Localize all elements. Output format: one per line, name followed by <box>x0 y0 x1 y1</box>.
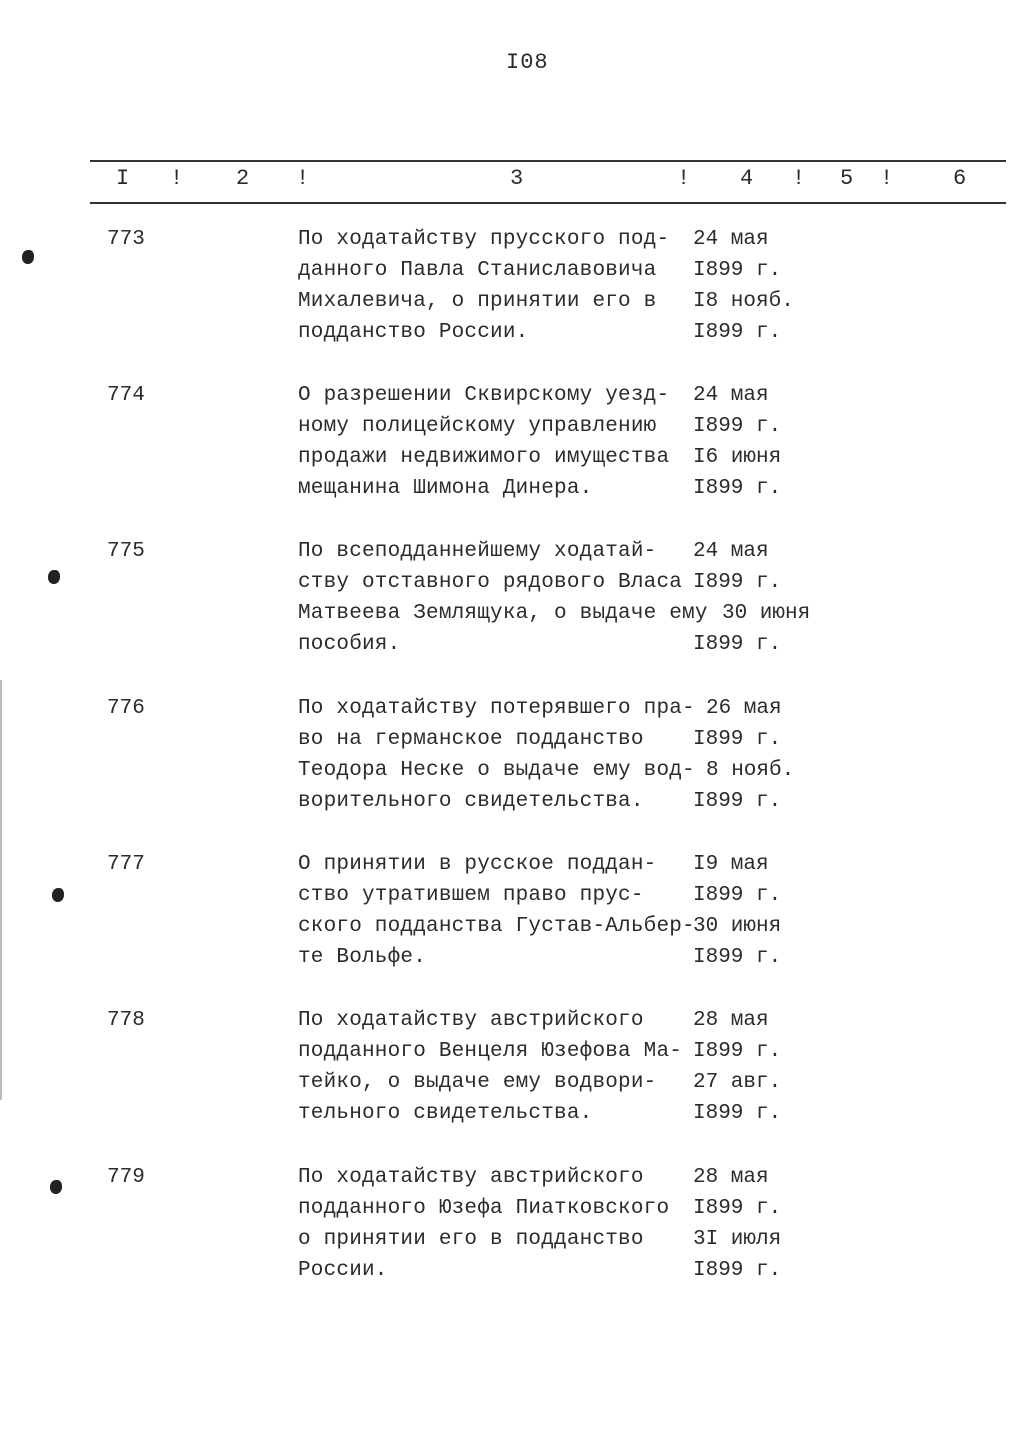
record-date-line: 26 мая <box>706 697 782 720</box>
record-description-line: Теодора Неске о выдаче ему вод- <box>298 759 695 782</box>
header-top-rule <box>90 160 1006 162</box>
table-row <box>0 540 1024 670</box>
punch-hole-mark <box>50 1180 62 1194</box>
record-number: 779 <box>107 1166 145 1189</box>
record-date-line: I899 г. <box>693 259 782 282</box>
record-date-line: I899 г. <box>693 1197 782 1220</box>
record-date-line: I899 г. <box>693 946 782 969</box>
record-description-line: данного Павла Станиславовича <box>298 259 657 282</box>
punch-hole-mark <box>52 888 64 902</box>
record-description-line: ворительного свидетельства. <box>298 790 644 813</box>
record-number: 778 <box>107 1009 145 1032</box>
record-date-line: I899 г. <box>693 884 782 907</box>
record-description-line: подданного Юзефа Пиатковского <box>298 1197 670 1220</box>
record-date-line: 24 мая <box>693 384 769 407</box>
record-date-line: I899 г. <box>693 477 782 500</box>
column-separator: ! <box>792 166 806 191</box>
record-date-line: I899 г. <box>693 1259 782 1282</box>
record-date-line: 27 авг. <box>693 1071 782 1094</box>
column-2-header: 2 <box>236 166 250 191</box>
record-description-line: подданного Венцеля Юзефова Ма- <box>298 1040 683 1063</box>
column-1-header: I <box>116 166 130 191</box>
record-description-line: О разрешении Сквирскому уезд- <box>298 384 670 407</box>
record-description-line: По ходатайству австрийского <box>298 1166 644 1189</box>
table-row <box>0 384 1024 514</box>
table-row <box>0 228 1024 358</box>
record-description-line: ному полицейскому управлению <box>298 415 657 438</box>
record-date-line: I9 мая <box>693 853 769 876</box>
record-date-line: 8 нояб. <box>706 759 795 782</box>
record-description-line: По ходатайству прусского под- <box>298 228 670 251</box>
record-description-line: ству отставного рядового Власа <box>298 571 683 594</box>
record-number: 776 <box>107 697 145 720</box>
table-row <box>0 1166 1024 1296</box>
page-number: I08 <box>506 50 549 75</box>
column-separator: ! <box>170 166 184 191</box>
record-number: 777 <box>107 853 145 876</box>
column-5-header: 5 <box>840 166 854 191</box>
record-date-line: 28 мая <box>693 1009 769 1032</box>
record-number: 774 <box>107 384 145 407</box>
punch-hole-mark <box>22 250 34 264</box>
record-description-line: ского подданства Густав-Альбер- <box>298 915 695 938</box>
record-description-line: По ходатайству потерявшего пра- <box>298 697 695 720</box>
record-description-line: во на германское подданство <box>298 728 644 751</box>
header-bottom-rule <box>90 202 1006 204</box>
record-date-line: I899 г. <box>693 633 782 656</box>
record-date-line: I899 г. <box>693 415 782 438</box>
column-4-header: 4 <box>740 166 754 191</box>
record-number: 773 <box>107 228 145 251</box>
record-description-line: продажи недвижимого имущества <box>298 446 670 469</box>
record-description-line: мещанина Шимона Динера. <box>298 477 593 500</box>
record-date-line: 28 мая <box>693 1166 769 1189</box>
record-date-line: 24 мая <box>693 228 769 251</box>
record-description-line: Матвеева Землящука, о выдаче ему <box>298 602 708 625</box>
record-description-line: о принятии его в подданство <box>298 1228 644 1251</box>
page-edge-shadow <box>0 680 2 1100</box>
record-date-line: I899 г. <box>693 1102 782 1125</box>
record-description-line: тельного свидетельства. <box>298 1102 593 1125</box>
record-description-line: России. <box>298 1259 388 1282</box>
record-description-line: пособия. <box>298 633 401 656</box>
record-description-line: ство утратившем право прус- <box>298 884 644 907</box>
record-date-line: I8 нояб. <box>693 290 794 313</box>
record-date-line: 30 июня <box>722 602 811 625</box>
record-number: 775 <box>107 540 145 563</box>
record-date-line: I899 г. <box>693 571 782 594</box>
record-date-line: I6 июня <box>693 446 782 469</box>
punch-hole-mark <box>48 570 60 584</box>
record-description-line: О принятии в русское поддан- <box>298 853 657 876</box>
record-date-line: 30 июня <box>693 915 782 938</box>
record-date-line: 3I июля <box>693 1228 782 1251</box>
record-description-line: тейко, о выдаче ему водвори- <box>298 1071 657 1094</box>
column-separator: ! <box>296 166 310 191</box>
record-description-line: те Вольфе. <box>298 946 427 969</box>
record-description-line: По всеподданнейшему ходатай- <box>298 540 657 563</box>
record-date-line: 24 мая <box>693 540 769 563</box>
record-date-line: I899 г. <box>693 1040 782 1063</box>
table-row <box>0 1009 1024 1139</box>
table-row <box>0 853 1024 983</box>
record-description-line: По ходатайству австрийского <box>298 1009 644 1032</box>
column-separator: ! <box>880 166 894 191</box>
column-3-header: 3 <box>510 166 524 191</box>
table-row <box>0 697 1024 827</box>
column-6-header: 6 <box>953 166 967 191</box>
record-date-line: I899 г. <box>693 321 782 344</box>
column-separator: ! <box>677 166 691 191</box>
record-description-line: Михалевича, о принятии его в <box>298 290 657 313</box>
record-date-line: I899 г. <box>693 790 782 813</box>
record-date-line: I899 г. <box>693 728 782 751</box>
record-description-line: подданство России. <box>298 321 529 344</box>
